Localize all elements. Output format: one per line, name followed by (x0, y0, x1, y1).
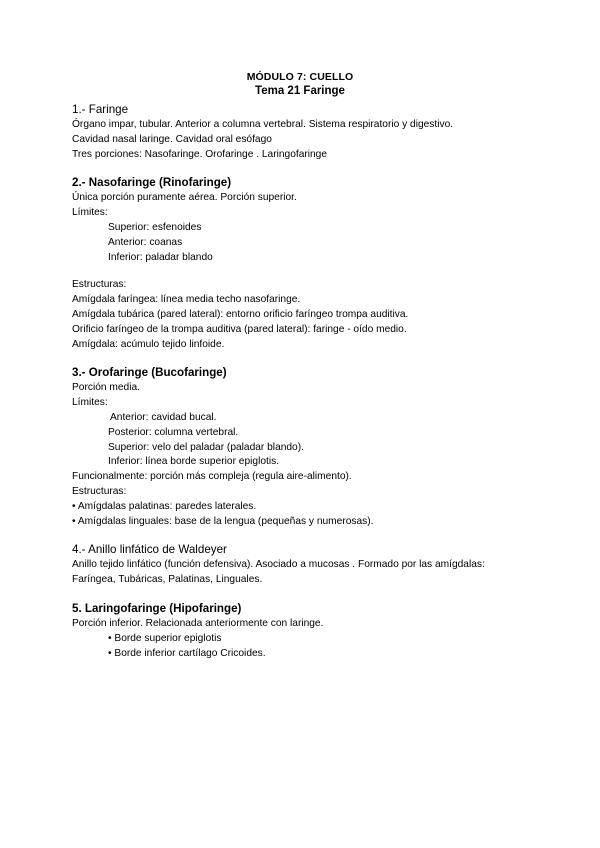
limits-label: Límites: (72, 207, 108, 219)
structure-item: • Amígdalas palatinas: paredes laterales. (72, 500, 257, 512)
topic-title: Tema 21 Faringe (255, 85, 345, 97)
section-waldeyer (72, 542, 542, 588)
section-orofaringe (72, 365, 542, 529)
section-heading: 4.- Anillo linfático de Waldeyer (72, 543, 227, 557)
structure-item: • Amígdalas linguales: base de la lengua (pequeñas y numerosas). (72, 515, 374, 527)
limit-item: Posterior: columna vertebral. (108, 426, 239, 438)
structure-item: Orificio faríngeo de la trompa auditiva (pared lateral): faringe - oído medio. (72, 323, 407, 335)
section-heading: 1.- Faringe (72, 103, 129, 116)
section-laringofaringe (72, 601, 542, 661)
limit-item: Inferior: línea borde superior epiglotis. (108, 456, 280, 468)
module-title: MÓDULO 7: CUELLO (246, 71, 354, 83)
function-line: Funcionalmente: porción más compleja (regula aire-alimento). (72, 471, 352, 483)
limit-item: Inferior: paladar blando (108, 251, 213, 263)
structure-item: Amígdala faríngea: línea media techo nasofaringe. (72, 294, 301, 306)
paragraph-line: Tres porciones: Nasofaringe. Orofaringe . Laringofaringe (72, 148, 328, 160)
section-nasofaringe (72, 175, 542, 352)
limit-item: Anterior: cavidad bucal. (110, 411, 217, 423)
paragraph-line: Única porción puramente aérea. Porción superior. (72, 192, 297, 204)
bullet-item: • Borde superior epiglotis (108, 632, 222, 644)
structure-item: Amígdala: acúmulo tejido linfoide. (72, 338, 225, 350)
paragraph-line: Porción inferior. Relacionada anteriormente con laringe. (72, 617, 324, 629)
limits-label: Límites: (72, 397, 108, 409)
paragraph-line: Faríngea, Tubáricas, Palatinas, Linguales. (72, 574, 263, 586)
limit-item: Superior: velo del paladar (paladar blando). (108, 441, 304, 453)
limit-item: Superior: esfenoides (108, 221, 202, 233)
structure-item: Amígdala tubárica (pared lateral): entorno orificio faríngeo trompa auditiva. (72, 308, 409, 320)
paragraph-line: Órgano impar, tubular. Anterior a columna vertebral. Sistema respiratorio y digestivo. (72, 119, 454, 130)
structures-label: Estructuras: (72, 279, 127, 291)
bullet-item: • Borde inferior cartílago Cricoides. (108, 647, 266, 659)
section-heading: 2.- Nasofaringe (Rinofaringe) (72, 176, 232, 190)
paragraph-line: Porción media. (72, 382, 140, 394)
section-faringe (72, 102, 542, 162)
section-heading: 5. Laringofaringe (Hipofaringe) (72, 601, 242, 615)
document-body (72, 102, 542, 661)
limit-item: Anterior: coanas (108, 236, 183, 248)
paragraph-line: Anillo tejido linfático (función defensiva). Asociado a mucosas . Formado por las amígdalas: (72, 559, 485, 571)
document-header (0, 71, 600, 99)
section-heading: 3.- Orofaringe (Bucofaringe) (72, 366, 227, 380)
paragraph-line: Cavidad nasal laringe. Cavidad oral esófago (72, 133, 272, 145)
structures-label: Estructuras: (72, 485, 127, 497)
